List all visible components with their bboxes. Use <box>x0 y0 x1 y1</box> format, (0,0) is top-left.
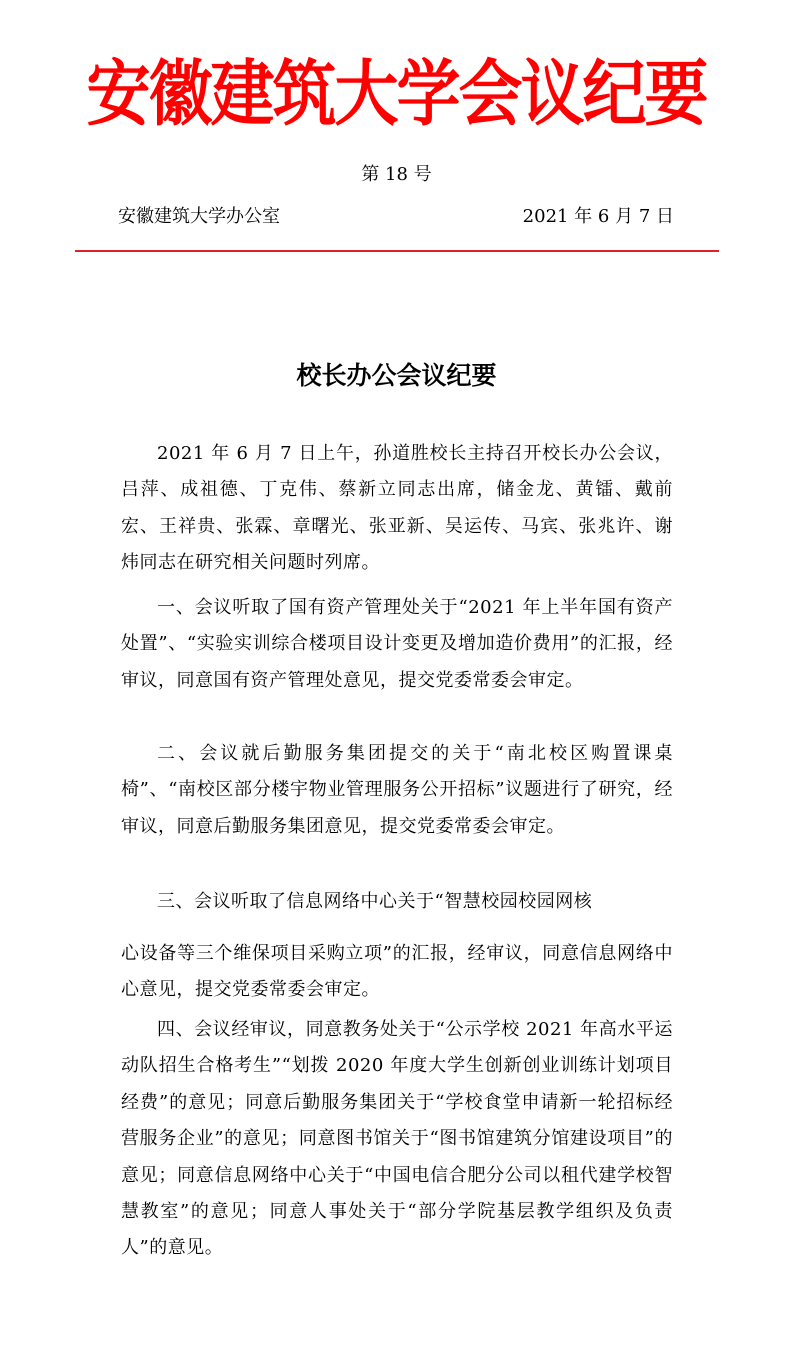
paragraph-item-2: 二、会议就后勤服务集团提交的关于“南北校区购置课桌椅”、“南校区部分楼宇物业管理服务公开招标”议题进行了研究，经审议，同意后勤服务集团意见，提交党委常委会审定。 <box>121 743 673 837</box>
paragraph-attendance: 2021 年 6 月 7 日上午，孙道胜校长主持召开校长办公会议，吕萍、成祖德、丁克伟、蔡新立同志出席，储金龙、黄镭、戴前宏、王祥贵、张霖、章曙光、张亚新、吴运传、马宾、张兆许、谢炜同志在研究相关问题时列席。 <box>121 443 673 574</box>
masthead-title: 安徽建筑大学会议纪要 <box>86 53 707 137</box>
issue-date: 2021 年 6 月 7 日 <box>522 206 674 227</box>
paragraph-item-3-continued: 心设备等三个维保项目采购立项”的汇报，经审议，同意信息网络中心意见，提交党委常委会审定。 <box>121 943 673 1001</box>
paragraph-item-4: 四、会议经审议，同意教务处关于“公示学校 2021 年高水平运动队招生合格考生”“划拨 2020 年度大学生创新创业训练计划项目经费”的意见；同意后勤服务集团关于“学校食堂申请新一轮招标经营服务企业”的意见；同意图书馆关于“图书馆建筑分馆建设项目”的意见；同意信息网络中心关于“中国电信合肥分公司以租代建学校智慧教室”的意见；同意人事处关于“部分学院基层教学组织及负责人”的意见。 <box>121 1019 673 1259</box>
red-divider-line <box>75 250 719 252</box>
issuing-office: 安徽建筑大学办公室 <box>118 206 280 227</box>
paragraph-item-3-first-line: 三、会议听取了信息网络中心关于“智慧校园校园网核 <box>157 891 593 912</box>
document-title: 校长办公会议纪要 <box>296 361 497 390</box>
paragraph-item-1: 一、会议听取了国有资产管理处关于“2021 年上半年国有资产处置”、“实验实训综合楼项目设计变更及增加造价费用”的汇报，经审议，同意国有资产管理处意见，提交党委常委会审定。 <box>121 597 673 691</box>
issue-number: 第 18 号 <box>361 164 432 185</box>
